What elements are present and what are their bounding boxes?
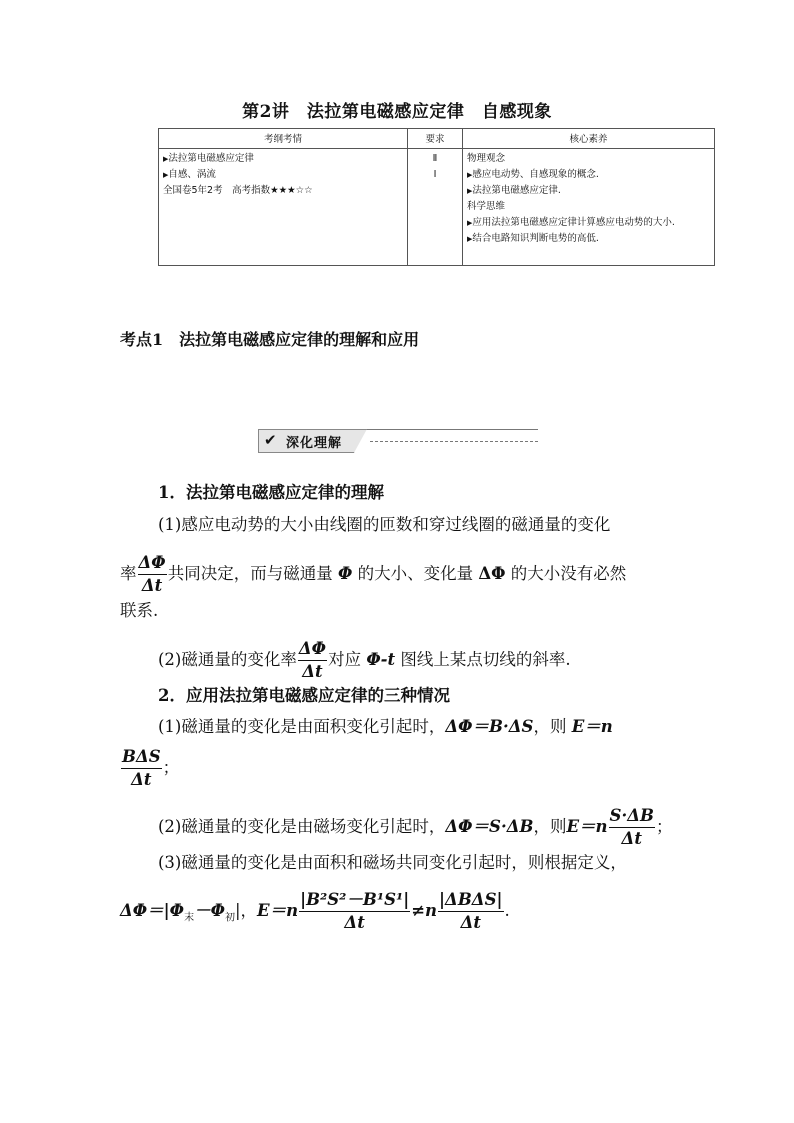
page-title: 第2讲 法拉第电磁感应定律 自感现象	[242, 102, 552, 122]
fraction-sdb-dt: $\frac{S\cdot\Delta B}{\Delta t}$	[609, 806, 654, 848]
literacy-item: 应用法拉第电磁感应定律计算感应电动势的大小.	[472, 217, 675, 228]
case-1-fraction-line: $\frac{\text{BΔS}}{\Delta t}$ ；	[122, 747, 180, 789]
header-requirement: 要求	[408, 129, 463, 149]
literacy-group: 科学思维	[467, 201, 506, 212]
exam-frequency: 全国卷5年2考 高考指数★★★☆☆	[163, 185, 313, 196]
paragraph-1b: 率 $\frac{\Delta\Phi}{\Delta t}$ 共同决定，而与磁通量 Φ 的大小、变化量 ΔΦ 的大小没有必然	[120, 553, 627, 595]
subheading-1: 1．法拉第电磁感应定律的理解	[158, 483, 384, 502]
paragraph-1c: 联系.	[120, 601, 159, 620]
subheading-2: 2．应用法拉第电磁感应定律的三种情况	[158, 686, 450, 705]
case-2-line: (2)磁通量的变化是由磁场变化引起时，ΔΦ＝S·ΔB，则E＝n $\frac{S\cdot\Delta B}{\Delta t}$ ；	[158, 806, 673, 848]
literacy-item: 结合电路知识判断电势的高低.	[472, 233, 599, 244]
literacy-item: 感应电动势、自感现象的概念.	[472, 169, 599, 180]
exam-item: 自感、涡流	[168, 169, 216, 180]
literacy-cell	[463, 149, 715, 266]
triangle-bullet-icon: ▶	[467, 187, 473, 195]
fraction-bds-dt: $\frac{\text{BΔS}}{\Delta t}$	[122, 747, 161, 789]
triangle-bullet-icon: ▶	[163, 171, 169, 179]
fraction-dphi-dt: $\frac{\Delta\Phi}{\Delta t}$	[138, 553, 166, 595]
deepen-understanding-banner	[258, 429, 538, 453]
requirement-cell	[408, 149, 463, 266]
triangle-bullet-icon: ▶	[467, 219, 473, 227]
header-exam: 考纲考情	[159, 129, 408, 149]
literacy-group: 物理观念	[467, 153, 506, 164]
exam-cell	[159, 149, 408, 266]
case-3-formula: $\Delta\Phi=|\Phi_末-\Phi_初|$，E＝n $\frac{\text{|B²S²－B¹S¹|}}{\Delta t}$ ≠n $\frac{\text{|ΔBΔS|}}{\Delta t}$ .	[120, 890, 510, 932]
header-core-literacy: 核心素养	[463, 129, 715, 149]
literacy-item: 法拉第电磁感应定律.	[472, 185, 561, 196]
fraction-dbds-dt: $\frac{\text{|ΔBΔS|}}{\Delta t}$	[439, 890, 503, 932]
requirement-level: Ⅱ	[432, 153, 438, 164]
case-1-line: (1)磁通量的变化是由面积变化引起时，ΔΦ＝B·ΔS，则 E＝n	[158, 717, 613, 736]
fraction-general: $\frac{\text{|B²S²－B¹S¹|}}{\Delta t}$	[300, 890, 410, 932]
banner-label: 深化理解	[286, 436, 343, 451]
paragraph-2: (2)磁通量的变化率 $\frac{\Delta\Phi}{\Delta t}$ 对应 Φ-t 图线上某点切线的斜率.	[158, 639, 571, 681]
triangle-bullet-icon: ▶	[467, 171, 473, 179]
case-3-line: (3)磁通量的变化是由面积和磁场共同变化引起时，则根据定义，	[158, 853, 627, 872]
triangle-bullet-icon: ▶	[163, 155, 169, 163]
paragraph-1a: (1)感应电动势的大小由线圈的匝数和穿过线圈的磁通量的变化	[158, 515, 611, 534]
checkmark-icon: ✔	[264, 431, 277, 449]
triangle-bullet-icon: ▶	[467, 235, 473, 243]
section-heading: 考点1 法拉第电磁感应定律的理解和应用	[120, 330, 420, 349]
fraction-dphi-dt: $\frac{\Delta\Phi}{\Delta t}$	[298, 639, 327, 681]
requirement-level: Ⅰ	[433, 169, 437, 180]
requirements-table	[158, 128, 715, 266]
exam-item: 法拉第电磁感应定律	[168, 153, 254, 164]
